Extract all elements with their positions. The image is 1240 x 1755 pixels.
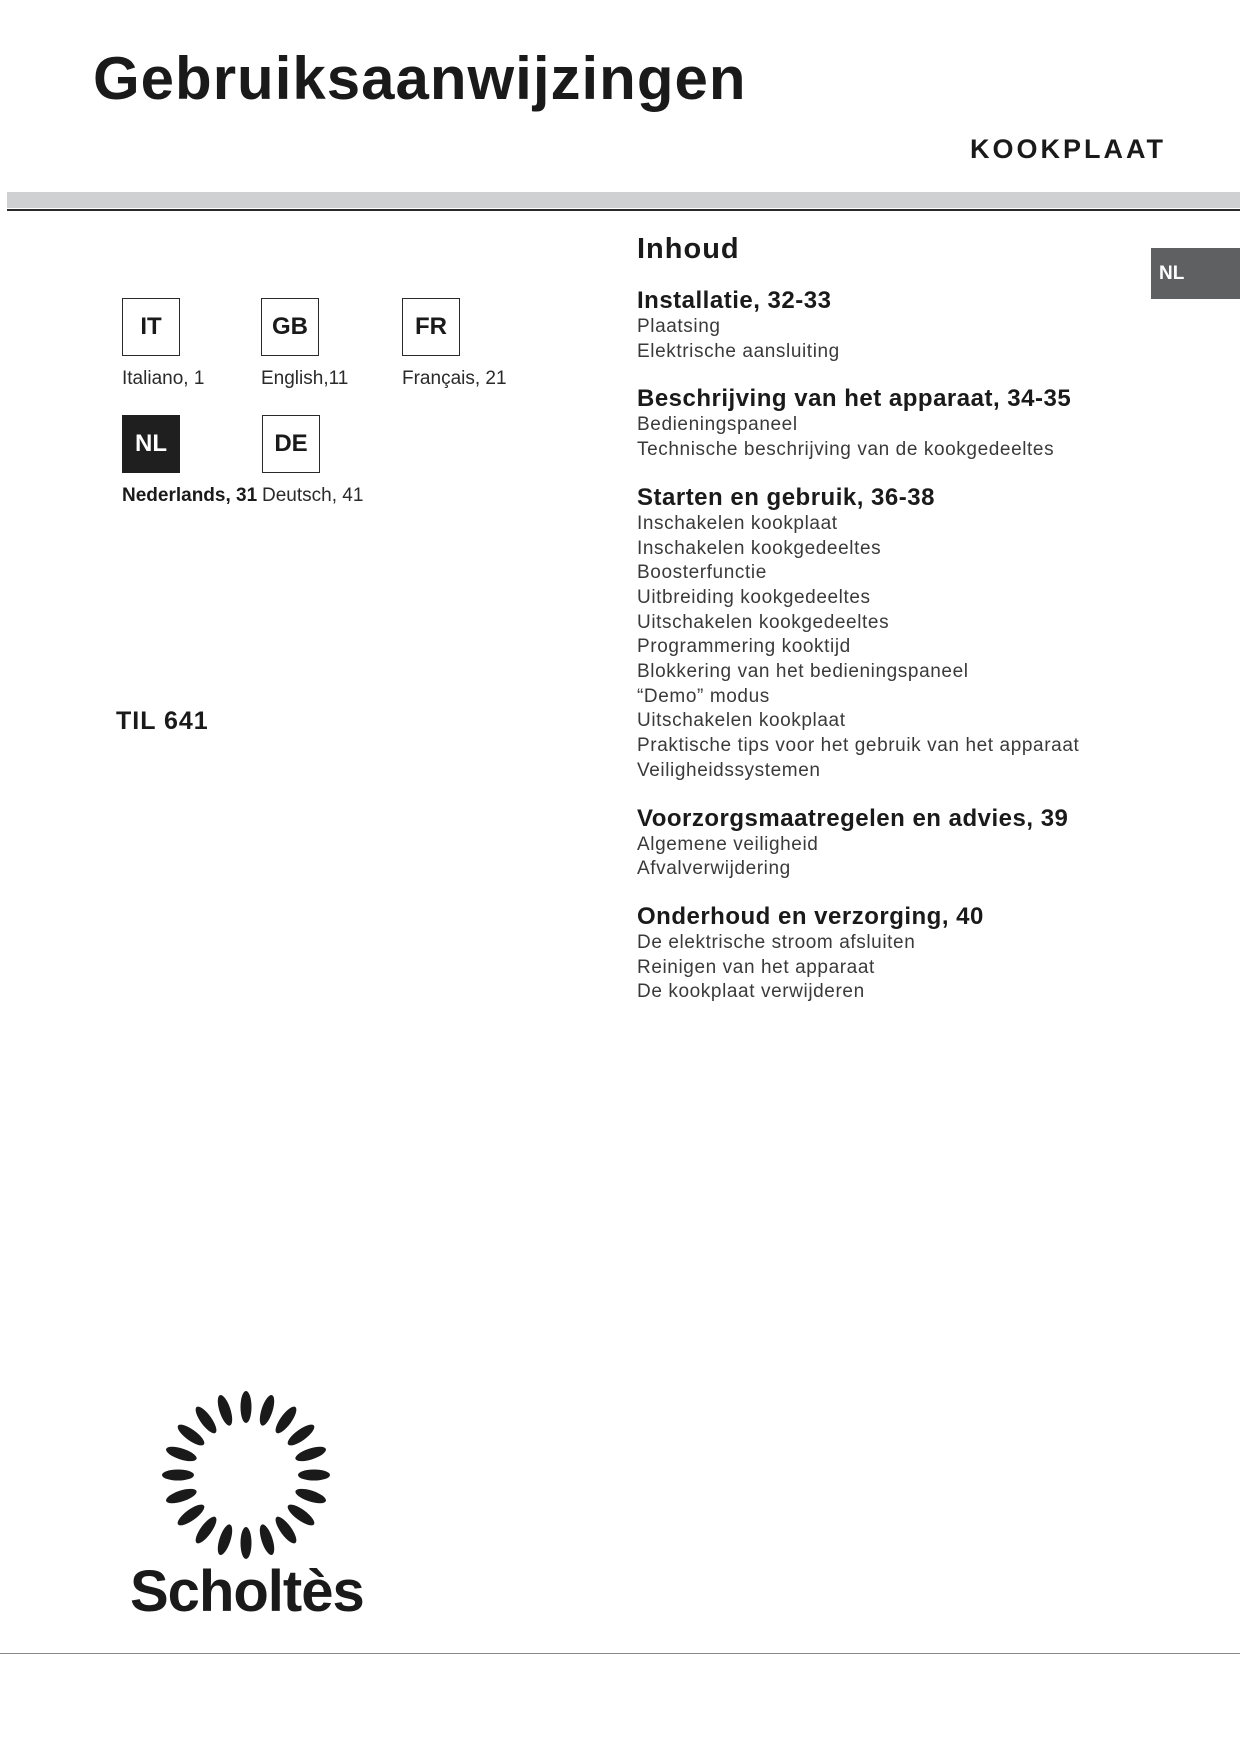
toc-heading[interactable]: Starten en gebruik, 36-38 xyxy=(637,483,935,511)
footer-divider xyxy=(0,1653,1240,1654)
sun-ray xyxy=(241,1527,252,1559)
sun-ray xyxy=(257,1393,277,1427)
toc-item[interactable]: Boosterfunctie xyxy=(637,562,767,584)
sun-ray xyxy=(162,1470,194,1481)
toc-item[interactable]: Uitschakelen kookplaat xyxy=(637,710,846,732)
sun-ray xyxy=(294,1444,328,1464)
page-title: Gebruiksaanwijzingen xyxy=(93,45,747,112)
toc-item[interactable]: Veiligheidssystemen xyxy=(637,759,821,781)
sun-ray xyxy=(215,1393,235,1427)
language-code-box: FR xyxy=(402,298,460,356)
language-label: English,11 xyxy=(261,368,349,389)
sun-ray xyxy=(285,1501,317,1529)
language-label: Nederlands, 31 xyxy=(122,485,258,506)
product-category: KOOKPLAAT xyxy=(970,134,1166,164)
table-of-contents xyxy=(637,233,1197,1025)
toc-item[interactable]: Programmering kooktijd xyxy=(637,636,851,658)
language-option-fr[interactable] xyxy=(402,298,572,408)
brand-name: Scholtès xyxy=(130,1559,364,1624)
sun-ray xyxy=(192,1404,220,1436)
toc-item[interactable]: Inschakelen kookplaat xyxy=(637,512,838,534)
sun-ray xyxy=(257,1523,277,1557)
toc-section-starten xyxy=(637,483,1197,784)
language-code-box: NL xyxy=(122,415,180,473)
toc-section-onderhoud xyxy=(637,902,1197,1005)
toc-heading[interactable]: Beschrijving van het apparaat, 34-35 xyxy=(637,385,1072,413)
sun-ray xyxy=(272,1514,300,1546)
toc-item[interactable]: Afvalverwijdering xyxy=(637,858,791,880)
toc-heading[interactable]: Voorzorgsmaatregelen en advies, 39 xyxy=(637,804,1069,832)
language-label: Français, 21 xyxy=(402,368,507,389)
toc-item[interactable]: Plaatsing xyxy=(637,316,721,337)
toc-item[interactable]: Technische beschrijving van de kookgedeeltes xyxy=(637,439,1055,461)
toc-section-beschrijving xyxy=(637,384,1197,462)
sun-ray xyxy=(164,1444,198,1464)
toc-heading[interactable]: Installatie, 32-33 xyxy=(637,287,832,314)
toc-item[interactable]: Algemene veiligheid xyxy=(637,833,819,855)
toc-item[interactable]: De kookplaat verwijderen xyxy=(637,981,865,1003)
sun-ray xyxy=(215,1523,235,1557)
toc-item[interactable]: Praktische tips voor het gebruik van het apparaat xyxy=(637,735,1080,757)
language-option-de[interactable] xyxy=(262,415,432,525)
toc-item[interactable]: Blokkering van het bedieningspaneel xyxy=(637,661,969,683)
sun-ray xyxy=(175,1501,207,1529)
toc-item[interactable]: Reinigen van het apparaat xyxy=(637,956,875,978)
language-label: Deutsch, 41 xyxy=(262,485,364,506)
sun-ray xyxy=(298,1470,330,1481)
sun-ray xyxy=(294,1486,328,1506)
toc-item[interactable]: Bedieningspaneel xyxy=(637,414,798,436)
model-number: TIL 641 xyxy=(116,707,209,735)
toc-section-installatie xyxy=(637,286,1197,364)
toc-item[interactable]: “Demo” modus xyxy=(637,685,770,707)
sun-ray xyxy=(241,1391,252,1423)
toc-item[interactable]: Elektrische aansluiting xyxy=(637,340,840,362)
language-side-tab: NL xyxy=(1151,248,1240,299)
toc-section-voorzorg xyxy=(637,804,1197,882)
language-code-box: GB xyxy=(261,298,319,356)
sun-ray xyxy=(272,1404,300,1436)
sun-ray xyxy=(285,1421,317,1449)
toc-item[interactable]: Inschakelen kookgedeeltes xyxy=(637,537,882,559)
language-selector xyxy=(0,0,600,520)
language-code-box: IT xyxy=(122,298,180,356)
sun-ray xyxy=(175,1421,207,1449)
toc-title: Inhoud xyxy=(637,233,740,265)
toc-heading[interactable]: Onderhoud en verzorging, 40 xyxy=(637,902,984,930)
language-label: Italiano, 1 xyxy=(122,368,205,389)
language-code-box: DE xyxy=(262,415,320,473)
toc-item[interactable]: Uitschakelen kookgedeeltes xyxy=(637,611,890,633)
sun-ray xyxy=(192,1514,220,1546)
toc-item[interactable]: De elektrische stroom afsluiten xyxy=(637,931,916,953)
sun-ray xyxy=(164,1486,198,1506)
toc-item[interactable]: Uitbreiding kookgedeeltes xyxy=(637,586,871,608)
